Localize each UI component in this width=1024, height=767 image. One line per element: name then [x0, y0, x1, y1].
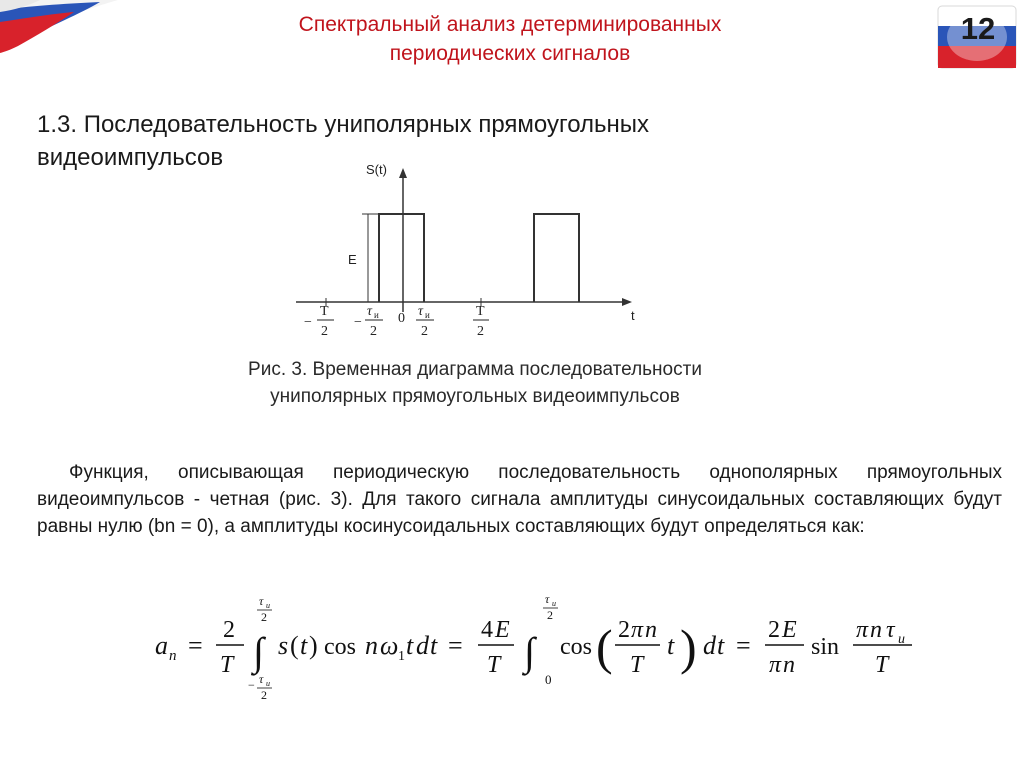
formula-cos1-t: t — [406, 631, 414, 660]
tick-label-minus-tau-sub: и — [374, 310, 379, 320]
pulse-2 — [534, 214, 579, 302]
formula-frac5-num-tau: τ — [886, 617, 895, 643]
formula-d2: d — [703, 631, 716, 660]
caption-line1: Рис. 3. Временная диаграмма последовательности — [248, 359, 702, 380]
tick-label-minus-T-num: T — [320, 304, 329, 319]
formula-dt1: t — [430, 631, 438, 660]
tick-label-plus-T-den: 2 — [477, 324, 484, 339]
formula-int1-lower-sign: − — [248, 678, 255, 692]
caption-line2: униполярных прямоугольных видеоимпульсов — [270, 386, 680, 407]
formula-d1: d — [416, 631, 429, 660]
header-title-line1: Спектральный анализ детерминированных — [298, 13, 722, 36]
slide-number: 12 — [960, 11, 996, 46]
amplitude-label: E — [348, 252, 357, 267]
formula-cos1: cos — [324, 634, 356, 660]
formula-cos2-lparen: ( — [596, 619, 613, 675]
formula-eq2: = — [448, 631, 463, 660]
formula-s: s — [278, 631, 289, 660]
formula-frac5-den: T — [875, 652, 889, 678]
y-axis-arrow — [399, 168, 407, 178]
slide-number-badge — [934, 2, 1020, 72]
tick-label-minus-tau-sign: − — [354, 315, 362, 330]
zero-label: 0 — [398, 311, 405, 326]
formula-eq1: = — [188, 631, 203, 660]
slide-header — [200, 10, 820, 68]
formula-s-rparen: ) — [309, 631, 318, 660]
formula-frac1-den: T — [220, 652, 234, 678]
formula-cos1-n: n — [365, 631, 378, 660]
formula-integral-2: ∫ — [524, 629, 535, 674]
tick-label-minus-T-den: 2 — [321, 324, 328, 339]
tick-label-plus-tau-sub: и — [425, 310, 430, 320]
formula-dt2: t — [717, 631, 725, 660]
formula-cos2-rparen: ) — [680, 619, 697, 675]
formula-frac3-num-2: 2 — [618, 617, 630, 643]
formula-frac3-num-pi: π — [631, 617, 644, 643]
formula-frac2-num-E: E — [495, 617, 510, 643]
section-title-line1: 1.3. Последовательность униполярных прямоугольных — [37, 111, 650, 138]
formula-omega-sub: 1 — [398, 649, 405, 664]
formula-frac3-num-n: n — [645, 617, 657, 643]
tick-label-minus-tau-den: 2 — [370, 324, 377, 339]
tick-label-minus-tau-num: τ — [367, 304, 373, 319]
formula-frac2-den: T — [487, 652, 501, 678]
tick-label-minus-T-sign: − — [304, 315, 312, 330]
formula-sin: sin — [811, 634, 840, 660]
tick-label-plus-T-num: T — [476, 304, 485, 319]
formula-omega: ω — [380, 631, 399, 660]
formula-s-arg: t — [300, 631, 308, 660]
formula-frac4-den-pi: π — [769, 652, 782, 678]
tick-label-plus-tau-num: τ — [418, 304, 424, 319]
pulse-1 — [379, 214, 424, 302]
formula-int2-upper-sub: и — [552, 599, 556, 608]
formula-int1-upper-den: 2 — [261, 610, 267, 624]
formula-frac4-num-E: E — [782, 617, 797, 643]
formula-frac2-num-4: 4 — [481, 617, 493, 643]
formula-int1-lower-sub: и — [266, 679, 270, 688]
x-axis-arrow — [622, 298, 632, 306]
formula-int2-upper-tau: τ — [545, 592, 550, 606]
formula-frac1-num: 2 — [223, 617, 235, 643]
formula-int1-lower-tau: τ — [259, 672, 264, 686]
body-paragraph: Функция, описывающая периодическую последовательность однополярных прямоугольных видеоимпульсов - четная (рис. 3). Для такого сигнала амплитуды синусоидальных составляющих будут равны нулю (bn = 0), а амплитуды косинусоидальных составляющих будут определяться как: — [37, 462, 1002, 537]
section-title-line2: видеоимпульсов — [37, 144, 224, 171]
formula-a: a — [155, 631, 168, 660]
time-diagram — [290, 150, 650, 350]
tick-label-plus-tau-den: 2 — [421, 324, 428, 339]
flag-ribbon-decoration — [0, 0, 120, 60]
formula-integral-1: ∫ — [253, 629, 264, 674]
formula-frac5-num-n: n — [870, 617, 882, 643]
formula-cos2: cos — [560, 634, 592, 660]
formula-int1-upper-sub: и — [266, 601, 270, 610]
formula-int2-upper-den: 2 — [547, 608, 553, 622]
formula-a-sub-n: n — [169, 648, 177, 664]
formula-frac3-den: T — [630, 652, 644, 678]
y-axis-label: S(t) — [366, 162, 387, 177]
formula-cos2-t: t — [667, 631, 675, 660]
fourier-coefficient-formula — [140, 588, 940, 703]
formula-eq3: = — [736, 631, 751, 660]
formula-int1-upper-tau: τ — [259, 594, 264, 608]
formula-frac4-den-n: n — [783, 652, 795, 678]
formula-int2-lower: 0 — [545, 672, 552, 687]
formula-frac5-num-pi: π — [856, 617, 869, 643]
x-axis-label: t — [631, 308, 635, 323]
formula-s-lparen: ( — [290, 631, 299, 660]
formula-frac5-num-sub: и — [898, 632, 905, 647]
formula-int1-lower-den: 2 — [261, 688, 267, 702]
formula-frac4-num-2: 2 — [768, 617, 780, 643]
figure-caption — [140, 356, 810, 410]
header-title-line2: периодических сигналов — [389, 42, 631, 65]
